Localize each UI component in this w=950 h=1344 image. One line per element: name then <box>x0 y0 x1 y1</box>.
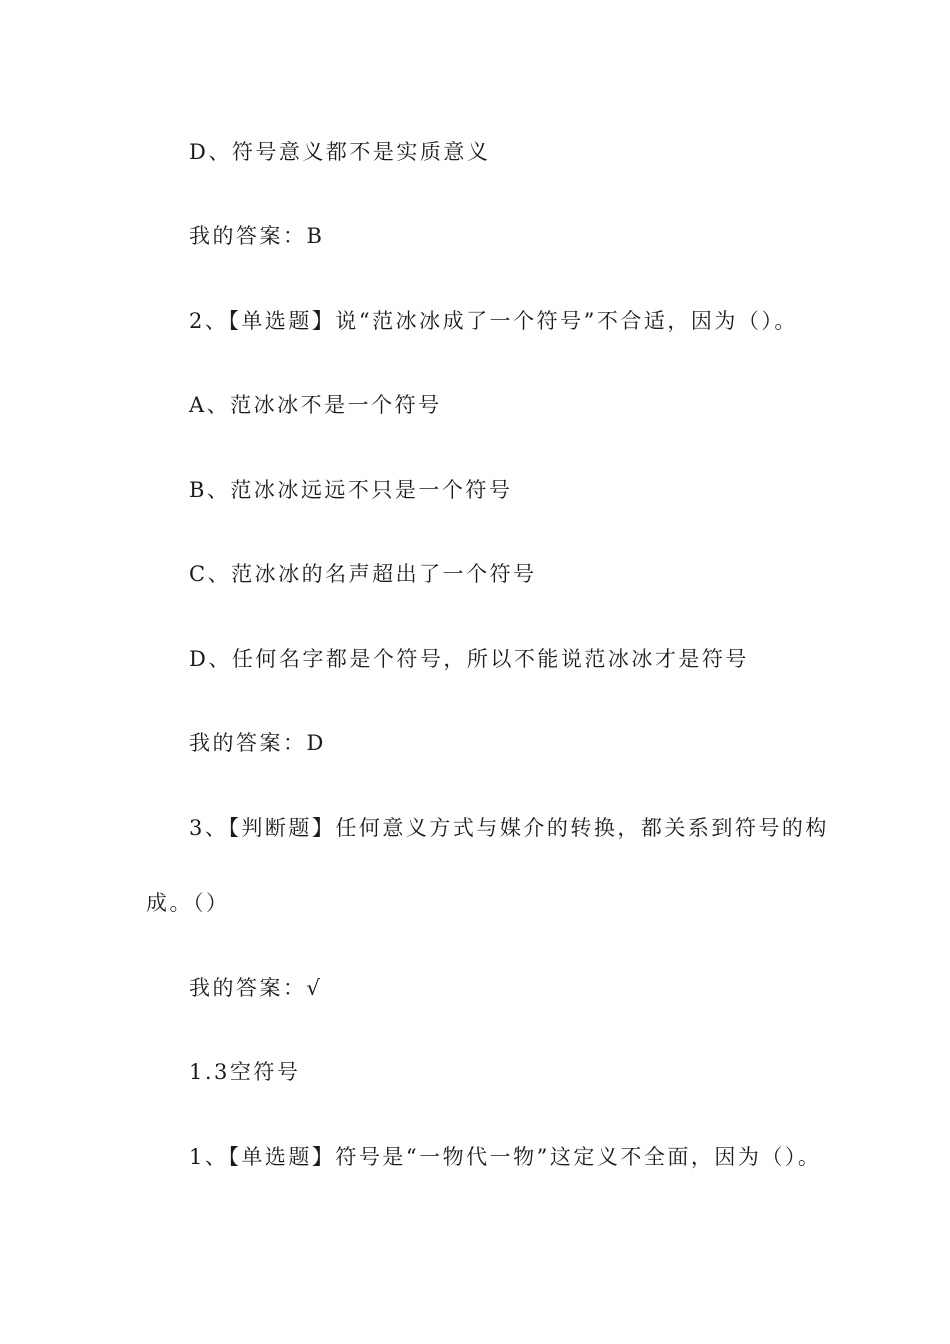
option-d-q2: D、任何名字都是个符号，所以不能说范冰冰才是符号 <box>189 647 749 671</box>
section-heading: 1.3空符号 <box>189 1060 301 1084</box>
option-c-q2: C、范冰冰的名声超出了一个符号 <box>189 562 537 586</box>
option-d-q1: D、符号意义都不是实质意义 <box>189 140 491 164</box>
question-3-line2: 成。（） <box>146 891 230 915</box>
question-1-next: 1、【单选题】符号是“一物代一物”这定义不全面，因为（）。 <box>189 1145 822 1169</box>
question-2: 2、【单选题】说“范冰冰成了一个符号”不合适，因为（）。 <box>189 309 798 333</box>
option-b-q2: B、范冰冰远远不只是一个符号 <box>189 478 513 502</box>
answer-q3: 我的答案：√ <box>189 976 323 1000</box>
answer-q2: 我的答案：D <box>189 731 326 755</box>
question-3-line1: 3、【判断题】任何意义方式与媒介的转换，都关系到符号的构 <box>189 816 829 840</box>
option-a-q2: A、范冰冰不是一个符号 <box>189 393 442 417</box>
answer-q1: 我的答案：B <box>189 224 325 248</box>
